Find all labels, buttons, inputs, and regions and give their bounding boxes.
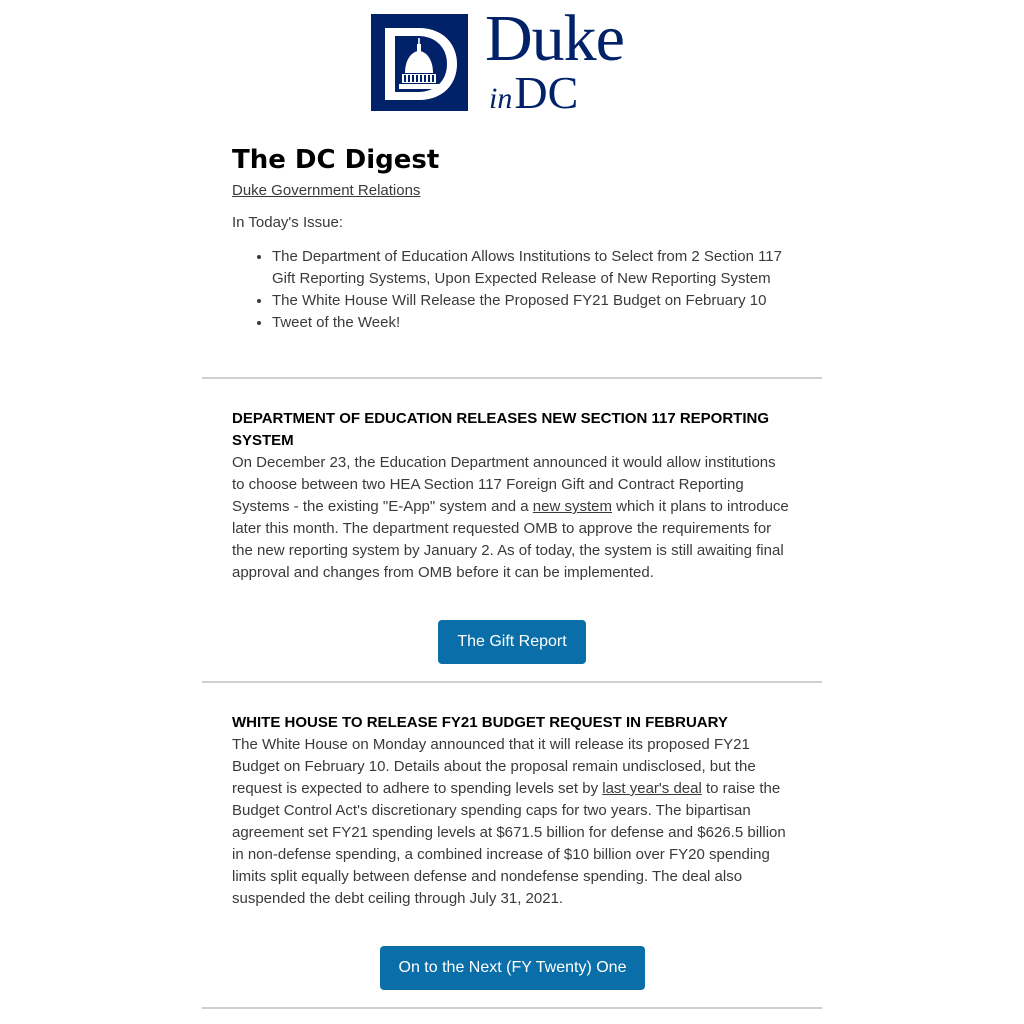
body-text: On December 23, the Education Department announced it would allow institutions to choose between two HEA Section 117 Foreign Gift and Contract Reporting Systems - the existing "E-App" system and a [232,454,776,515]
capitol-d-logo-icon [371,14,468,111]
issue-list [232,246,792,334]
list-item: • The Department of Education Allows Institutions to Select from 2 Section 117 Gift Reporting Systems, Upon Expected Release of New Reporting System [272,246,792,290]
gift-report-button[interactable]: The Gift Report [438,620,586,664]
section-divider [202,1007,822,1009]
next-fy-button[interactable]: On to the Next (FY Twenty) One [380,946,645,990]
logo-wordmark: Duke [485,2,624,75]
section-body [232,452,792,584]
logo-sub-dc: DC [514,67,579,118]
section-heading: WHITE HOUSE TO RELEASE FY21 BUDGET REQUEST IN FEBRUARY [232,714,728,731]
body-text: which it plans to introduce later this month. The department requested OMB to approve the requirements for the new reporting system by January 2. As of today, the system is still awaiting final approval and changes from OMB before it can be implemented. [232,498,789,581]
body-text: The White House on Monday announced that it will release its proposed FY21 Budget on February 10. Details about the proposal remain undisclosed, but the request is expected to adhere to spending levels set by [232,736,756,797]
last-years-deal-link[interactable]: last year's deal [602,780,702,797]
logo-sub-in: in [489,82,513,115]
section-body [232,734,792,910]
section-education [232,408,792,584]
section-divider [202,377,822,379]
list-item: • The White House Will Release the Proposed FY21 Budget on February 10 [272,290,792,312]
section-budget [232,712,792,910]
new-system-link[interactable]: new system [532,498,612,515]
duke-in-dc-logo [371,2,653,118]
org-link[interactable]: Duke Government Relations [232,182,421,199]
body-text: to raise the Budget Control Act's discretionary spending caps for two years. The bipartisan agreement set FY21 spending levels at $671.5 billion for defense and $626.5 billion in non-defense spending, a combined increase of $10 billion over FY20 spending limits split equally between defense and nondefense spending. The deal also suspended the debt ceiling through July 31, 2021. [232,780,786,907]
logo-subtitle [489,66,578,119]
section-heading: DEPARTMENT OF EDUCATION RELEASES NEW SECTION 117 REPORTING SYSTEM [232,410,769,449]
page-title: The DC Digest [232,145,440,175]
intro-text: In Today's Issue: [232,214,343,231]
list-item: • Tweet of the Week! [272,312,792,334]
section-divider [202,681,822,683]
digest-header [232,145,792,334]
